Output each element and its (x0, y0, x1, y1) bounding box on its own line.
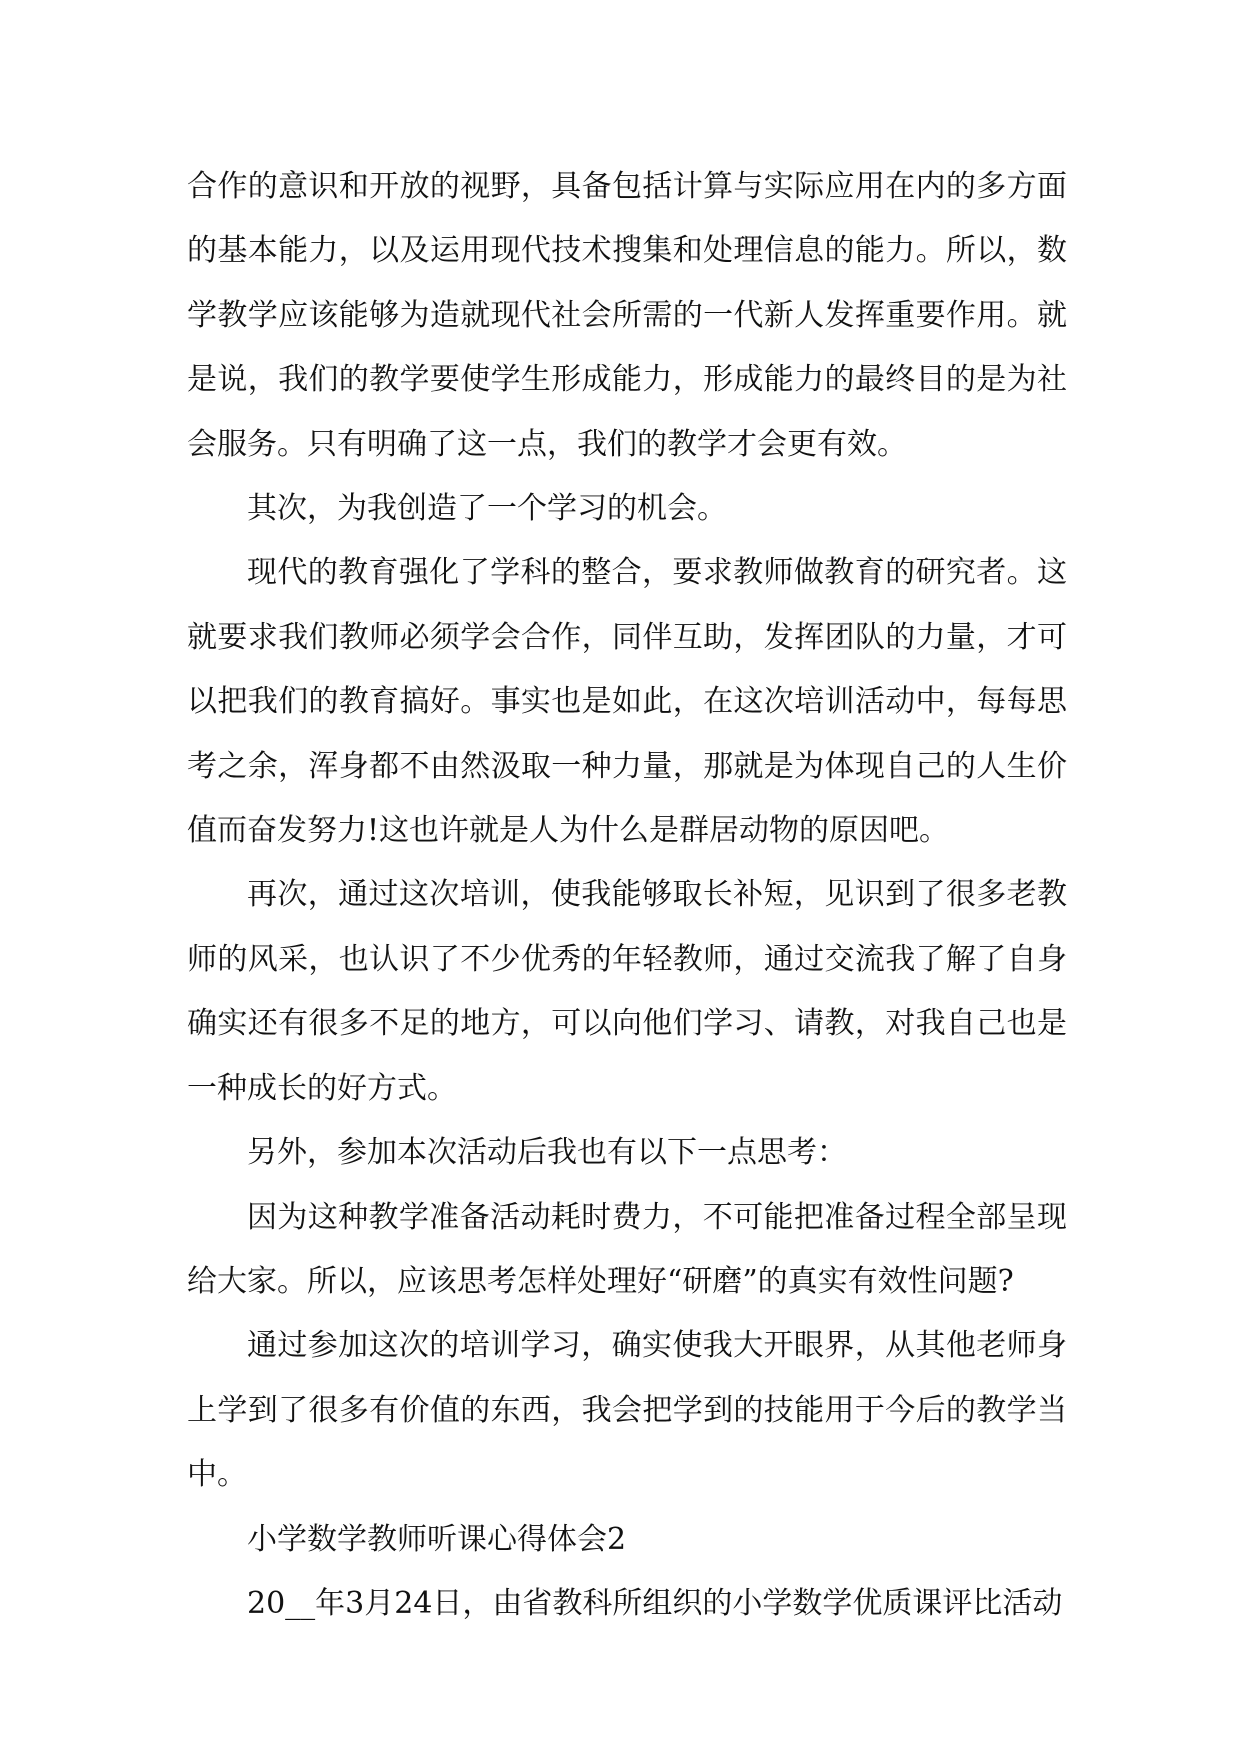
paragraph-continuation: 合作的意识和开放的视野，具备包括计算与实际应用在内的多方面的基本能力，以及运用现代技术搜集和处理信息的能力。所以，数学教学应该能够为造就现代社会所需的一代新人发挥重要作用。就是说，我们的教学要使学生形成能力，形成能力的最终目的是为社会服务。只有明确了这一点，我们的教学才会更有效。 (187, 169, 1067, 462)
section-heading: 小学数学教师听课心得体会2 (247, 1521, 627, 1557)
paragraph-second-point: 其次，为我创造了一个学习的机会。 (247, 491, 727, 527)
paragraph-third-point: 再次，通过这次培训，使我能够取长补短，见识到了很多老教师的风采，也认识了不少优秀的年轻教师，通过交流我了解了自身确实还有很多不足的地方，可以向他们学习、请教，对我自己也是一种成长的好方式。 (187, 877, 1067, 1106)
paragraph-modern-education: 现代的教育强化了学科的整合，要求教师做教育的研究者。这就要求我们教师必须学会合作，同伴互助，发挥团队的力量，才可以把我们的教育搞好。事实也是如此，在这次培训活动中，每每思考之余，浑身都不由然汲取一种力量，那就是为体现自己的人生价值而奋发努力!这也许就是人为什么是群居动物的原因吧。 (187, 555, 1067, 849)
paragraph-conclusion: 通过参加这次的培训学习，确实使我大开眼界，从其他老师身上学到了很多有价值的东西，我会把学到的技能用于今后的教学当中。 (187, 1328, 1067, 1493)
paragraph-reflection-intro: 另外，参加本次活动后我也有以下一点思考： (247, 1135, 847, 1171)
document-body (187, 155, 1067, 1636)
paragraph-reflection: 因为这种教学准备活动耗时费力，不可能把准备过程全部呈现给大家。所以，应该思考怎样处理好“研磨”的真实有效性问题? (187, 1199, 1067, 1299)
paragraph-section-start: 20__年3月24日，由省教科所组织的小学数学优质课评比活动 (247, 1585, 1063, 1621)
